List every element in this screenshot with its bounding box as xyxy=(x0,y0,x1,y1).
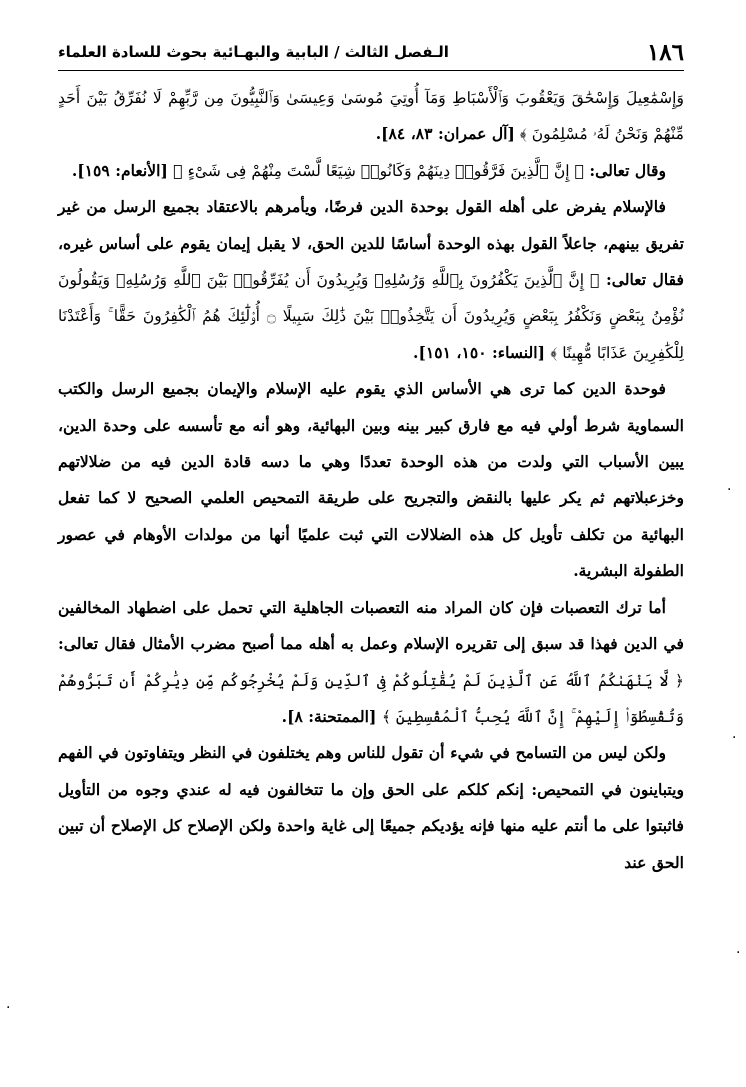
text-run: [الأنعام: ١٥٩]. xyxy=(71,160,174,180)
paragraph xyxy=(58,371,684,589)
chapter-title: الـفصل الثالث / البابية والبهـائية بحوث للسادة العلماء xyxy=(58,43,449,61)
text-run: [الممتحنة: ٨]. xyxy=(281,706,382,726)
margin-dot: · xyxy=(727,482,732,498)
quran-quote: وَإِسْمَٰعِيلَ وَإِسْحَٰقَ وَيَعْقُوبَ وَٱلْأَسْبَاطِ وَمَآ أُوتِيَ مُوسَىٰ وَعِيسَىٰ وَٱلنَّبِيُّونَ مِن رَّبِّهِمْ لَا نُفَرِّقُ بَيْنَ أَحَدٍ مِّنْهُمْ وَنَحْنُ لَهُۥ مُسْلِمُونَ xyxy=(58,89,684,144)
paragraph xyxy=(58,735,684,881)
paragraph xyxy=(58,590,684,736)
quran-quote: ﴿ لَّا يَنْهَىٰكُمُ ٱللَّهُ عَنِ ٱلَّذِينَ لَمْ يُقَٰتِلُوكُمْ فِى ٱلدِّينِ وَلَمْ يُخْرِجُوكُم مِّن دِيَٰرِكُمْ أَن تَبَرُّوهُمْ وَتُقْسِطُوٓا۟ إِلَيْهِمْ ۚ إِنَّ ٱللَّهَ يُحِبُّ ٱلْمُقْسِطِينَ ﴾ xyxy=(58,671,684,726)
paragraph xyxy=(58,189,684,371)
margin-dot: · xyxy=(732,730,737,746)
margin-dot: · xyxy=(6,1000,11,1016)
quran-quote: ﴾ xyxy=(514,125,532,144)
margin-dot: · xyxy=(736,945,741,961)
text-run: فوحدة الدين كما ترى هي الأساس الذي يقوم عليه الإسلام والإيمان بجميع الرسل والكتب السماوية شرط أولي فيه مع فارق كبير بينه وبين البهائية، وهو أنه مع تأسسه على وحدة الدين، يبين الأسباب التي ولدت من هذه الوحدة تعددًا وهي ما دسه قادة الدين فيه من ضلالاتهم وخزعبلاتهم ثم يكر عليها بالنقض والتجريح على طريقة التمحيص العلمي الصحيح لا كما تفعل البهائية من تكلف تأويل كل هذه الضلالات التي ثبت علميًا أنها من مولدات الأوهام في عصور الطفولة البشرية. xyxy=(58,379,684,581)
quran-quote: ﴿ إِنَّ ٱلَّذِينَ يَكْفُرُونَ بِٱللَّهِ وَرُسُلِهِۦ وَيُرِيدُونَ أَن يُفَرِّقُوا۟ بَيْنَ ٱللَّهِ وَرُسُلِهِۦ وَيَقُولُونَ نُؤْمِنُ بِبَعْضٍ وَنَكْفُرُ بِبَعْضٍ وَيُرِيدُونَ أَن يَتَّخِذُوا۟ بَيْنَ ذَٰلِكَ سَبِيلًا ۝ أُو۟لَٰٓئِكَ هُمُ ٱلْكَٰفِرُونَ حَقًّا ۚ وَأَعْتَدْنَا لِلْكَٰفِرِينَ عَذَابًا مُّهِينًا ﴾ xyxy=(58,271,684,362)
text-run: [النساء: ١٥٠، ١٥١]. xyxy=(413,342,551,362)
text-run: أما ترك التعصبات فإن كان المراد منه التعصبات الجاهلية التي تحمل على اضطهاد المخالفين في الدين فهذا قد سبق إلى تقريره الإسلام وعمل به أهله مما أصبح مضرب الأمثال فقال تعالى: xyxy=(58,597,684,654)
paragraph xyxy=(58,153,684,189)
text-run: [آل عمران: ٨٣، ٨٤]. xyxy=(375,124,515,144)
running-header xyxy=(58,34,684,71)
text-run: وقال تعالى: xyxy=(583,160,666,180)
text-run: ولكن ليس من التسامح في شيء أن تقول للناس وهم يختلفون في النظر ويتفاوتون في الفهم ويتباينون في التمحيص: إنكم كلكم على الحق وإن ما تتخالفون فيه له عندي وجوه من التأويل فاثبتوا على ما أنتم عليه منها فإنه يؤديكم جميعًا إلى غاية واحدة ولكن الإصلاح كل الإصلاح أن تبين الحق عند xyxy=(58,743,684,872)
paragraph xyxy=(58,80,684,153)
body-text xyxy=(58,80,684,881)
text-run: فالإسلام يفرض على أهله القول بوحدة الدين فرضًا، ويأمرهم بالاعتقاد بجميع الرسل من غير تفريق بينهم، جاعلاً القول بهذه الوحدة أساسًا للدين الحق، لا يقبل إيمان يقوم على أساس غيره، فقال تعالى: xyxy=(58,197,684,290)
page-number: ١٨٦ xyxy=(646,38,684,66)
quran-quote: ﴿ إِنَّ ٱلَّذِينَ فَرَّقُوا۟ دِينَهُمْ وَكَانُوا۟ شِيَعًا لَّسْتَ مِنْهُمْ فِى شَىْءٍ ﴾ xyxy=(173,161,584,180)
